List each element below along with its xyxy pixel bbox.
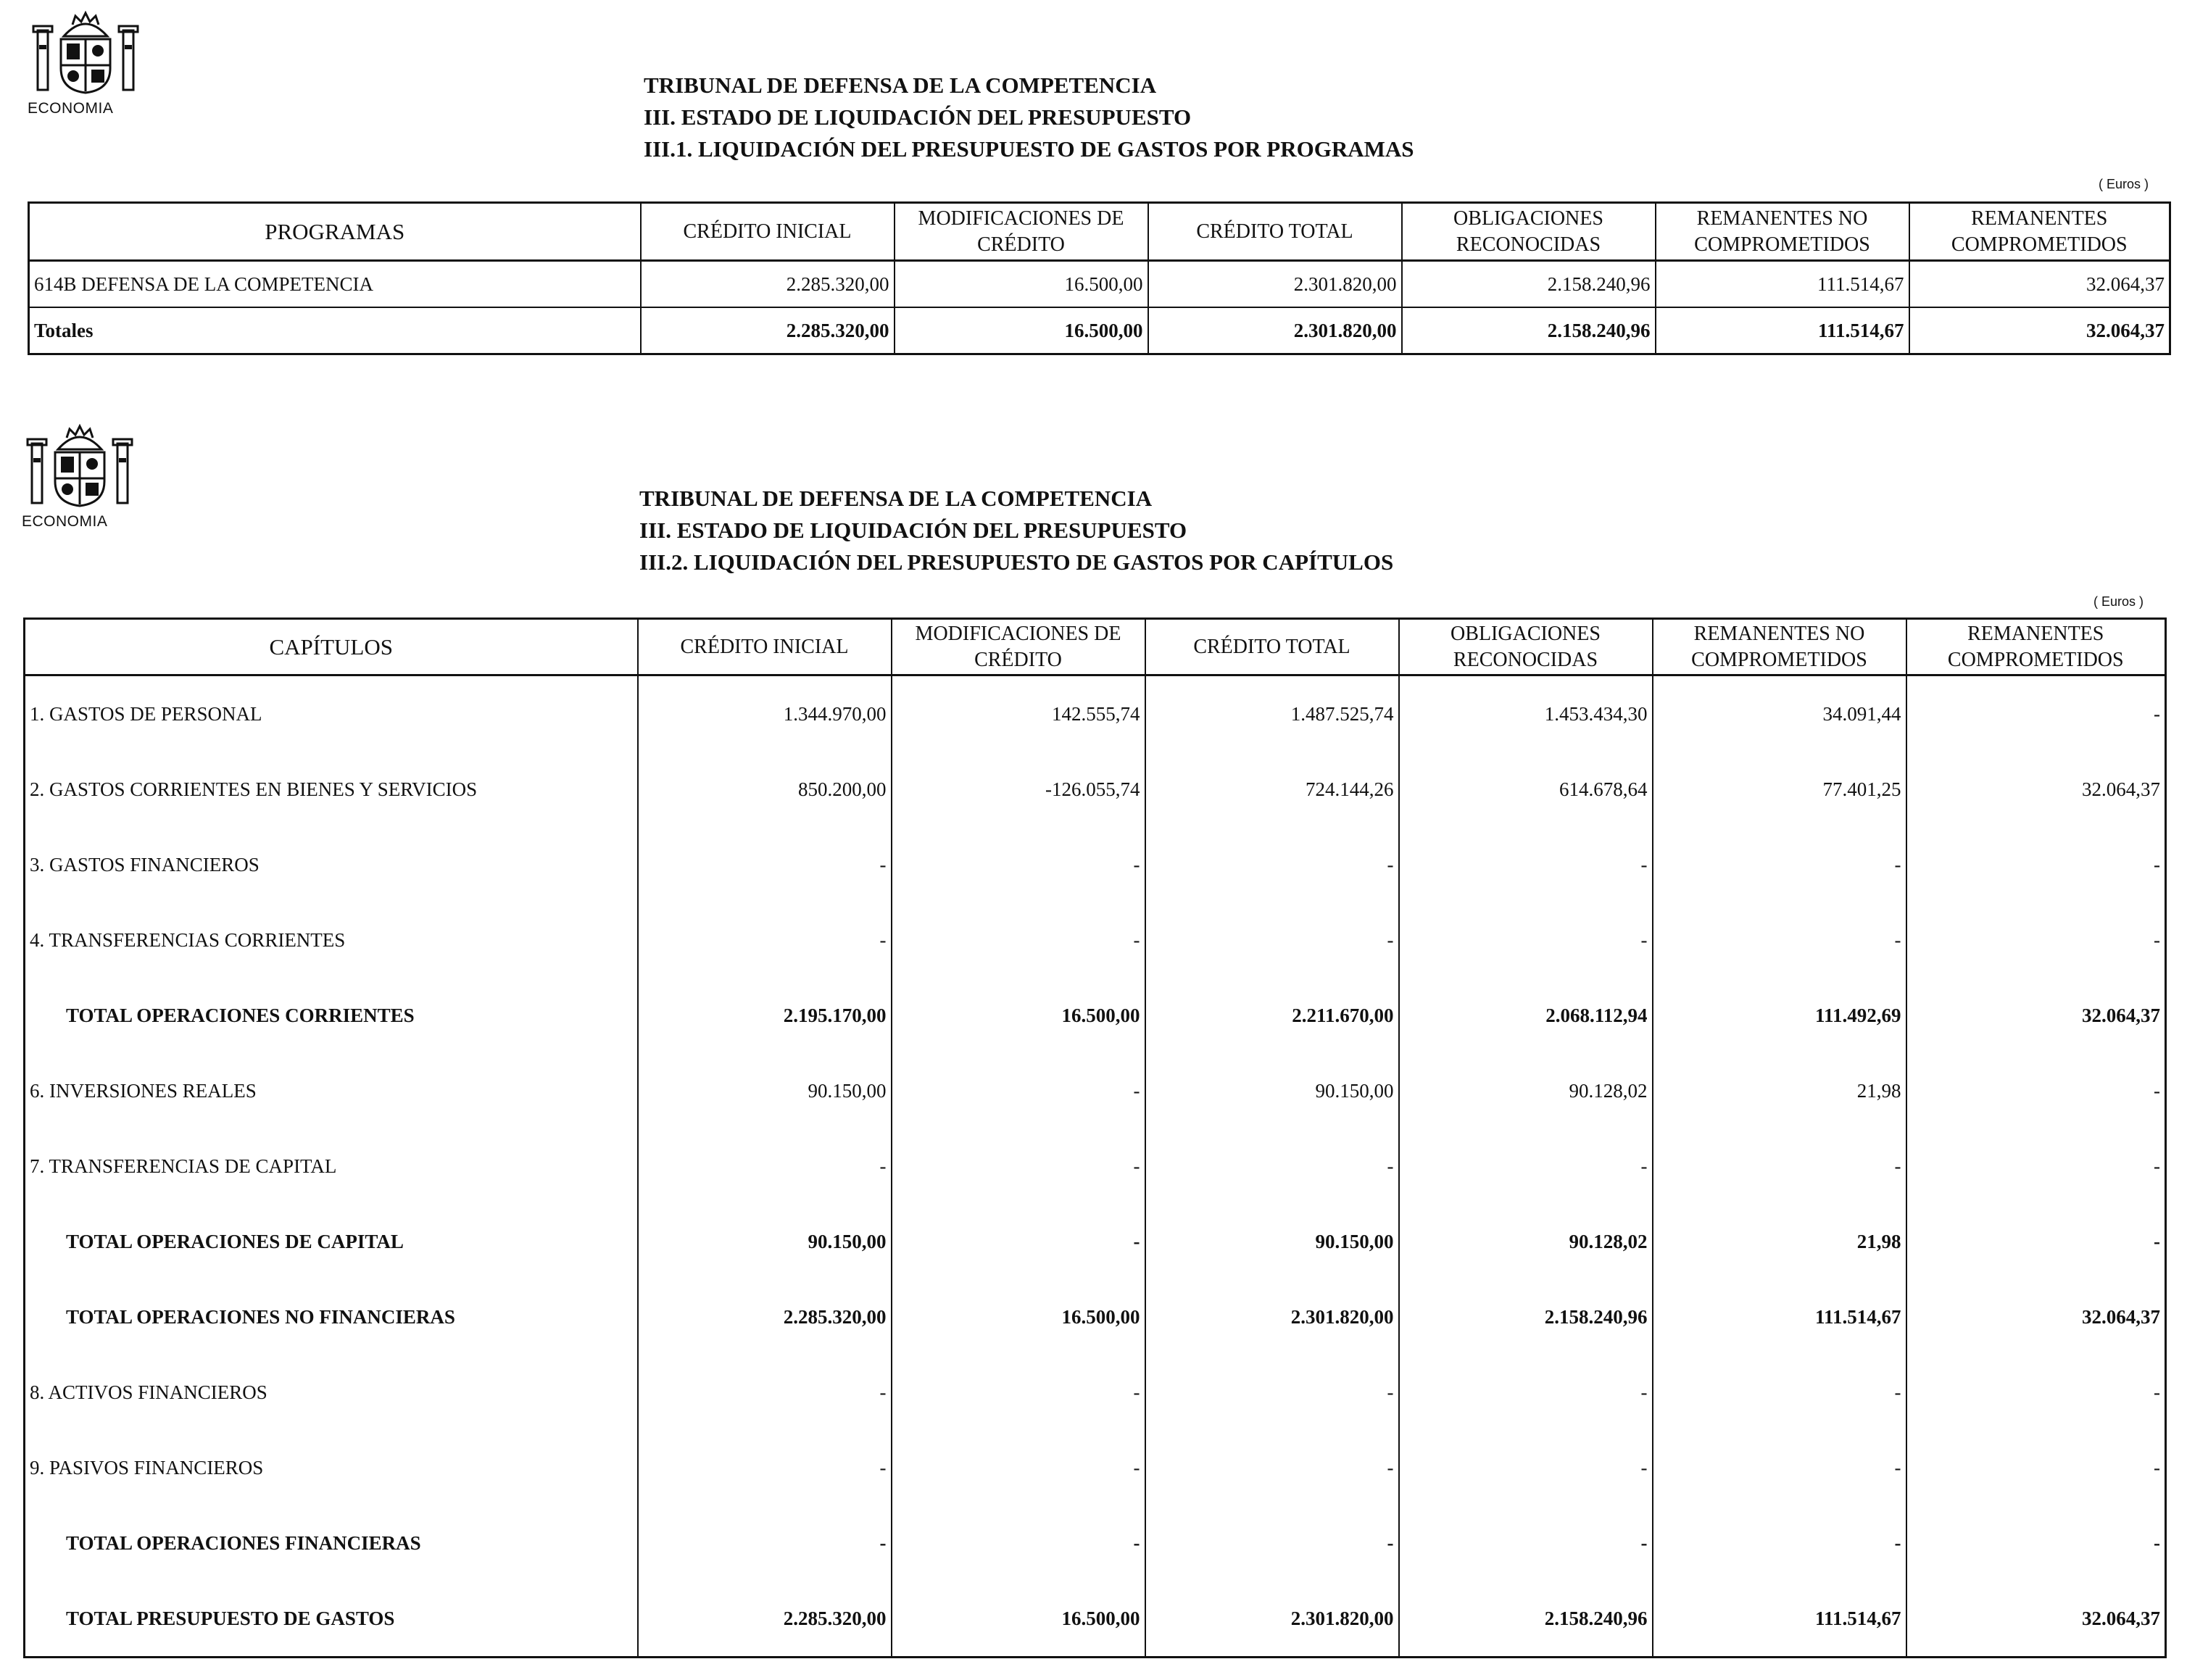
cell-value: - — [1653, 1505, 1906, 1581]
row-label: 8. ACTIVOS FINANCIEROS — [25, 1355, 638, 1430]
cell-value: 16.500,00 — [895, 261, 1148, 308]
programs-table — [28, 201, 2171, 355]
org-label: ECONOMIA — [22, 513, 108, 530]
subtotal-row — [25, 978, 2166, 1053]
cell-value: - — [1653, 827, 1906, 902]
cell-value: 77.401,25 — [1653, 752, 1906, 827]
cell-value: 2.285.320,00 — [641, 261, 895, 308]
cell-value: - — [1399, 902, 1653, 978]
cell-value: - — [1145, 902, 1399, 978]
cell-value: 111.514,67 — [1656, 307, 1909, 354]
subtotal-row — [25, 1505, 2166, 1581]
table-row — [25, 1128, 2166, 1204]
cell-value: - — [1399, 1128, 1653, 1204]
cell-value: 111.514,67 — [1653, 1279, 1906, 1355]
cell-value: 21,98 — [1653, 1204, 1906, 1279]
cell-value: 90.150,00 — [1145, 1204, 1399, 1279]
cell-value: - — [1145, 827, 1399, 902]
cell-value: - — [1906, 1128, 2166, 1204]
cell-value: - — [1906, 902, 2166, 978]
cell-value: 32.064,37 — [1909, 307, 2170, 354]
row-label: TOTAL OPERACIONES CORRIENTES — [25, 978, 638, 1053]
cell-value: - — [1653, 1128, 1906, 1204]
cell-value: 32.064,37 — [1906, 752, 2166, 827]
cell-value: 724.144,26 — [1145, 752, 1399, 827]
column-header: CRÉDITO TOTAL — [1145, 619, 1399, 675]
cell-value: 90.128,02 — [1399, 1204, 1653, 1279]
row-label: 2. GASTOS CORRIENTES EN BIENES Y SERVICIOS — [25, 752, 638, 827]
column-header: PROGRAMAS — [29, 203, 641, 261]
row-label: 3. GASTOS FINANCIEROS — [25, 827, 638, 902]
coat-of-arms-icon — [28, 9, 144, 96]
cell-value: 16.500,00 — [895, 307, 1148, 354]
cell-value: - — [892, 1505, 1145, 1581]
coat-of-arms-logo — [28, 9, 173, 117]
cell-value: - — [1906, 675, 2166, 752]
heading-line: III.2. LIQUIDACIÓN DEL PRESUPUESTO DE GASTOS POR CAPÍTULOS — [639, 549, 1394, 575]
row-label: TOTAL OPERACIONES DE CAPITAL — [25, 1204, 638, 1279]
cell-value: 2.301.820,00 — [1145, 1581, 1399, 1658]
cell-value: - — [638, 1430, 892, 1505]
cell-value: 614.678,64 — [1399, 752, 1653, 827]
cell-value: 90.128,02 — [1399, 1053, 1653, 1128]
cell-value: 111.514,67 — [1653, 1581, 1906, 1658]
cell-value: 21,98 — [1653, 1053, 1906, 1128]
row-label: TOTAL OPERACIONES FINANCIERAS — [25, 1505, 638, 1581]
column-header: OBLIGACIONES RECONOCIDAS — [1402, 203, 1656, 261]
cell-value: - — [892, 1430, 1145, 1505]
cell-value: - — [1906, 1505, 2166, 1581]
cell-value: 32.064,37 — [1906, 1279, 2166, 1355]
cell-value: 16.500,00 — [892, 1581, 1145, 1658]
cell-value: 2.158.240,96 — [1402, 307, 1656, 354]
cell-value: 2.285.320,00 — [638, 1581, 892, 1658]
cell-value: - — [638, 1355, 892, 1430]
cell-value: - — [1399, 1355, 1653, 1430]
cell-value: 142.555,74 — [892, 675, 1145, 752]
cell-value: 111.514,67 — [1656, 261, 1909, 308]
totals-row — [29, 307, 2170, 354]
column-header: REMANENTES NO COMPROMETIDOS — [1656, 203, 1909, 261]
cell-value: - — [1145, 1128, 1399, 1204]
cell-value: 2.285.320,00 — [638, 1279, 892, 1355]
section1-heading — [644, 70, 1414, 165]
cell-value: - — [892, 1128, 1145, 1204]
cell-value: 1.344.970,00 — [638, 675, 892, 752]
cell-value: - — [1399, 1430, 1653, 1505]
cell-value: 111.492,69 — [1653, 978, 1906, 1053]
cell-value: - — [892, 1204, 1145, 1279]
cell-value: 90.150,00 — [638, 1053, 892, 1128]
cell-value: - — [892, 827, 1145, 902]
heading-line: III. ESTADO DE LIQUIDACIÓN DEL PRESUPUESTO — [639, 517, 1187, 543]
table-row — [25, 752, 2166, 827]
heading-line: TRIBUNAL DE DEFENSA DE LA COMPETENCIA — [639, 486, 1153, 511]
row-label: 9. PASIVOS FINANCIEROS — [25, 1430, 638, 1505]
cell-value: - — [1653, 902, 1906, 978]
units-label: ( Euros ) — [2099, 177, 2149, 191]
cell-value: - — [1399, 1505, 1653, 1581]
cell-value: - — [638, 1505, 892, 1581]
row-label: 7. TRANSFERENCIAS DE CAPITAL — [25, 1128, 638, 1204]
cell-value: 2.068.112,94 — [1399, 978, 1653, 1053]
org-label: ECONOMIA — [28, 100, 114, 117]
coat-of-arms-icon — [22, 422, 138, 509]
cell-value: 2.301.820,00 — [1145, 1279, 1399, 1355]
row-label: 6. INVERSIONES REALES — [25, 1053, 638, 1128]
chapters-table — [23, 617, 2167, 1658]
column-header: CRÉDITO INICIAL — [638, 619, 892, 675]
row-label: 4. TRANSFERENCIAS CORRIENTES — [25, 902, 638, 978]
cell-value: - — [638, 1128, 892, 1204]
table-row — [25, 675, 2166, 752]
table-header-row — [25, 619, 2166, 675]
cell-value: - — [1399, 827, 1653, 902]
coat-of-arms-logo — [22, 422, 167, 531]
cell-value: 2.158.240,96 — [1399, 1279, 1653, 1355]
heading-line: TRIBUNAL DE DEFENSA DE LA COMPETENCIA — [644, 72, 1157, 98]
table-row — [25, 1430, 2166, 1505]
column-header: REMANENTES COMPROMETIDOS — [1909, 203, 2170, 261]
cell-value: -126.055,74 — [892, 752, 1145, 827]
cell-value: - — [892, 1355, 1145, 1430]
cell-value: 2.195.170,00 — [638, 978, 892, 1053]
cell-value: 16.500,00 — [892, 1279, 1145, 1355]
units-label: ( Euros ) — [2093, 594, 2144, 609]
table-row — [29, 261, 2170, 308]
column-header: MODIFICACIONES DE CRÉDITO — [892, 619, 1145, 675]
table-header-row — [29, 203, 2170, 261]
row-label: Totales — [29, 307, 641, 354]
column-header: CAPÍTULOS — [25, 619, 638, 675]
cell-value: 32.064,37 — [1906, 978, 2166, 1053]
cell-value: 1.453.434,30 — [1399, 675, 1653, 752]
cell-value: - — [1906, 1430, 2166, 1505]
cell-value: 2.285.320,00 — [641, 307, 895, 354]
cell-value: 1.487.525,74 — [1145, 675, 1399, 752]
cell-value: - — [1653, 1430, 1906, 1505]
cell-value: - — [892, 1053, 1145, 1128]
table-row — [25, 902, 2166, 978]
subtotal-row — [25, 1204, 2166, 1279]
cell-value: 2.301.820,00 — [1148, 261, 1402, 308]
row-label: TOTAL PRESUPUESTO DE GASTOS — [25, 1581, 638, 1658]
cell-value: 850.200,00 — [638, 752, 892, 827]
cell-value: 2.158.240,96 — [1402, 261, 1656, 308]
cell-value: 32.064,37 — [1906, 1581, 2166, 1658]
column-header: REMANENTES COMPROMETIDOS — [1906, 619, 2166, 675]
cell-value: 2.301.820,00 — [1148, 307, 1402, 354]
column-header: OBLIGACIONES RECONOCIDAS — [1399, 619, 1653, 675]
column-header: MODIFICACIONES DE CRÉDITO — [895, 203, 1148, 261]
column-header: REMANENTES NO COMPROMETIDOS — [1653, 619, 1906, 675]
heading-line: III. ESTADO DE LIQUIDACIÓN DEL PRESUPUESTO — [644, 104, 1192, 130]
cell-value: 34.091,44 — [1653, 675, 1906, 752]
cell-value: 2.211.670,00 — [1145, 978, 1399, 1053]
heading-line: III.1. LIQUIDACIÓN DEL PRESUPUESTO DE GASTOS POR PROGRAMAS — [644, 136, 1414, 162]
table-row — [25, 1355, 2166, 1430]
cell-value: - — [1906, 1204, 2166, 1279]
grand-total-row — [25, 1581, 2166, 1658]
table-row — [25, 1053, 2166, 1128]
row-label: 614B DEFENSA DE LA COMPETENCIA — [29, 261, 641, 308]
cell-value: 16.500,00 — [892, 978, 1145, 1053]
row-label: 1. GASTOS DE PERSONAL — [25, 675, 638, 752]
table-row — [25, 827, 2166, 902]
cell-value: - — [1906, 1053, 2166, 1128]
cell-value: - — [1145, 1505, 1399, 1581]
cell-value: 90.150,00 — [638, 1204, 892, 1279]
cell-value: 2.158.240,96 — [1399, 1581, 1653, 1658]
section2-heading — [639, 483, 1393, 578]
cell-value: - — [892, 902, 1145, 978]
cell-value: - — [638, 827, 892, 902]
cell-value: - — [1145, 1355, 1399, 1430]
column-header: CRÉDITO INICIAL — [641, 203, 895, 261]
row-label: TOTAL OPERACIONES NO FINANCIERAS — [25, 1279, 638, 1355]
cell-value: 32.064,37 — [1909, 261, 2170, 308]
cell-value: 90.150,00 — [1145, 1053, 1399, 1128]
cell-value: - — [1653, 1355, 1906, 1430]
cell-value: - — [1145, 1430, 1399, 1505]
cell-value: - — [638, 902, 892, 978]
column-header: CRÉDITO TOTAL — [1148, 203, 1402, 261]
subtotal-row — [25, 1279, 2166, 1355]
cell-value: - — [1906, 827, 2166, 902]
cell-value: - — [1906, 1355, 2166, 1430]
